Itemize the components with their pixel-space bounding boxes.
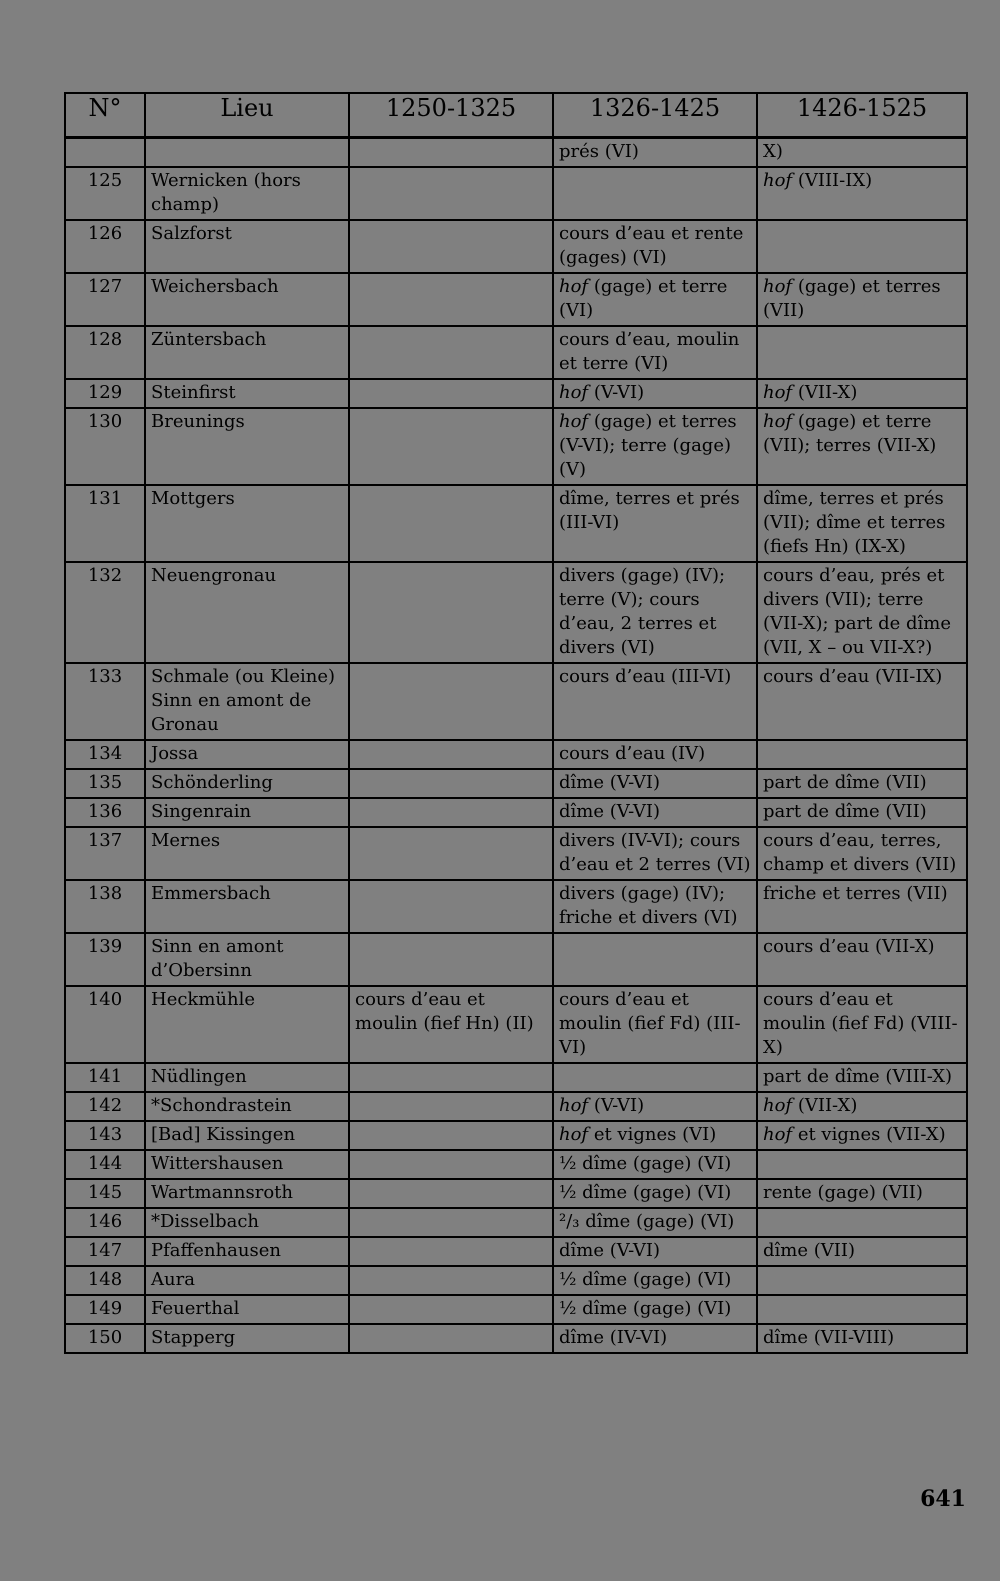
cell-1326-1425 (553, 1324, 757, 1353)
table-body (65, 138, 967, 1354)
cell-text: 141 (87, 1066, 123, 1087)
cell-1426-1525 (757, 220, 967, 273)
cell-1326-1425 (553, 1179, 757, 1208)
cell-1426-1525 (757, 1324, 967, 1353)
cell-text: 146 (87, 1211, 123, 1232)
table-row (65, 1208, 967, 1237)
cell-text: Feuerthal (151, 1298, 240, 1319)
cell-1426-1525 (757, 1092, 967, 1121)
cell-text: 128 (87, 329, 123, 350)
cell-1250-1325 (349, 167, 553, 220)
header-1426-1525: 1426-1525 (757, 93, 967, 138)
cell-1250-1325 (349, 1179, 553, 1208)
cell-1426-1525 (757, 138, 967, 168)
cell-1326-1425 (553, 1150, 757, 1179)
cell-number (65, 1092, 145, 1121)
cell-text: prés (VI) (559, 141, 639, 162)
cell-text: dîme, terres et prés (III-VI) (559, 488, 740, 533)
table-row (65, 827, 967, 880)
cell-1250-1325 (349, 986, 553, 1063)
cell-number (65, 663, 145, 740)
cell-text: *Schondrastein (151, 1095, 292, 1116)
cell-1326-1425 (553, 485, 757, 562)
cell-1250-1325 (349, 827, 553, 880)
cell-text: X) (763, 141, 783, 162)
cell-text: Wittershausen (151, 1153, 284, 1174)
cell-number (65, 167, 145, 220)
cell-lieu (145, 326, 349, 379)
cell-lieu (145, 485, 349, 562)
cell-text: 145 (87, 1182, 123, 1203)
cell-number (65, 1266, 145, 1295)
table-row (65, 1063, 967, 1092)
cell-text: ½ dîme (gage) (VI) (559, 1153, 732, 1174)
cell-text: Nüdlingen (151, 1066, 247, 1087)
cell-text: friche et terres (VII) (763, 883, 948, 904)
cell-text: (V-VI) (588, 382, 645, 403)
cell-text: dîme (VII) (763, 1240, 855, 1261)
table-row (65, 273, 967, 326)
table-header-row (65, 93, 967, 138)
italic-term: hof (559, 1095, 589, 1116)
cell-1326-1425 (553, 827, 757, 880)
cell-text: ½ dîme (gage) (VI) (559, 1269, 732, 1290)
cell-text: cours d’eau et moulin (fief Fd) (III-VI) (559, 989, 741, 1058)
header-lieu: Lieu (145, 93, 349, 138)
cell-text: 142 (87, 1095, 123, 1116)
cell-1326-1425 (553, 408, 757, 485)
cell-1250-1325 (349, 326, 553, 379)
cell-lieu (145, 798, 349, 827)
cell-1326-1425 (553, 798, 757, 827)
cell-1250-1325 (349, 798, 553, 827)
cell-lieu (145, 1150, 349, 1179)
cell-text: cours d’eau, prés et divers (VII); terre (VII-X); part de dîme (VII, X – ou VII-X?) (763, 565, 952, 658)
table-row (65, 798, 967, 827)
cell-text: et vignes (VII-X) (792, 1124, 946, 1145)
cell-1250-1325 (349, 1295, 553, 1324)
cell-text: (VIII-IX) (792, 170, 873, 191)
table-row (65, 1121, 967, 1150)
table-row (65, 167, 967, 220)
cell-text: (VII-X) (792, 1095, 858, 1116)
cell-1426-1525 (757, 1266, 967, 1295)
cell-1326-1425 (553, 326, 757, 379)
cell-text: 133 (87, 666, 123, 687)
cell-1326-1425 (553, 220, 757, 273)
cell-text: 132 (87, 565, 123, 586)
cell-1250-1325 (349, 1063, 553, 1092)
cell-lieu (145, 1208, 349, 1237)
cell-text: 150 (87, 1327, 123, 1348)
cell-text: cours d’eau et rente (gages) (VI) (559, 223, 744, 268)
cell-text: 143 (87, 1124, 123, 1145)
cell-1250-1325 (349, 663, 553, 740)
cell-text: cours d’eau, terres, champ et divers (VII) (763, 830, 957, 875)
data-table (64, 92, 968, 1354)
cell-1326-1425 (553, 1237, 757, 1266)
cell-text: ²/₃ dîme (gage) (VI) (559, 1211, 735, 1232)
cell-1250-1325 (349, 1121, 553, 1150)
cell-1250-1325 (349, 562, 553, 663)
cell-text: 129 (87, 382, 123, 403)
cell-lieu (145, 1179, 349, 1208)
cell-lieu (145, 827, 349, 880)
cell-text: Stapperg (151, 1327, 236, 1348)
cell-1250-1325 (349, 220, 553, 273)
cell-text: cours d’eau (IV) (559, 743, 706, 764)
cell-lieu (145, 986, 349, 1063)
cell-1326-1425 (553, 1121, 757, 1150)
cell-1426-1525 (757, 769, 967, 798)
italic-term: hof (559, 411, 589, 432)
table-row (65, 138, 967, 168)
cell-number (65, 326, 145, 379)
cell-text: 137 (87, 830, 123, 851)
table-row (65, 1295, 967, 1324)
cell-1326-1425 (553, 1266, 757, 1295)
cell-1426-1525 (757, 880, 967, 933)
cell-text: (gage) et terre (VII); terres (VII-X) (763, 411, 937, 456)
cell-number (65, 798, 145, 827)
cell-text: cours d’eau et moulin (fief Hn) (II) (355, 989, 534, 1034)
cell-1426-1525 (757, 663, 967, 740)
cell-1250-1325 (349, 138, 553, 168)
cell-text: ½ dîme (gage) (VI) (559, 1182, 732, 1203)
cell-text: 147 (87, 1240, 123, 1261)
cell-number (65, 827, 145, 880)
cell-1326-1425 (553, 1063, 757, 1092)
cell-text: *Disselbach (151, 1211, 259, 1232)
cell-lieu (145, 1266, 349, 1295)
cell-number (65, 562, 145, 663)
table-row (65, 326, 967, 379)
cell-text: Emmersbach (151, 883, 271, 904)
cell-1426-1525 (757, 986, 967, 1063)
cell-1426-1525 (757, 326, 967, 379)
cell-1250-1325 (349, 933, 553, 986)
cell-1326-1425 (553, 167, 757, 220)
cell-text: dîme (V-VI) (559, 1240, 660, 1261)
italic-term: hof (559, 382, 589, 403)
table-row (65, 1150, 967, 1179)
cell-text: part de dîme (VIII-X) (763, 1066, 953, 1087)
table-row (65, 220, 967, 273)
cell-text: Wartmannsroth (151, 1182, 293, 1203)
cell-text: Züntersbach (151, 329, 267, 350)
cell-number (65, 986, 145, 1063)
cell-text: 131 (87, 488, 123, 509)
cell-number (65, 1324, 145, 1353)
cell-lieu (145, 880, 349, 933)
cell-text: 144 (87, 1153, 123, 1174)
cell-1250-1325 (349, 485, 553, 562)
cell-1326-1425 (553, 1208, 757, 1237)
cell-text: 148 (87, 1269, 123, 1290)
page-number: 641 (920, 1486, 966, 1512)
cell-lieu (145, 663, 349, 740)
cell-1326-1425 (553, 562, 757, 663)
italic-term: hof (763, 170, 793, 191)
header-1326-1425: 1326-1425 (553, 93, 757, 138)
cell-1426-1525 (757, 933, 967, 986)
cell-text: 149 (87, 1298, 123, 1319)
cell-lieu (145, 138, 349, 168)
cell-text: dîme, terres et prés (VII); dîme et terres (fiefs Hn) (IX-X) (763, 488, 946, 557)
cell-1326-1425 (553, 1092, 757, 1121)
cell-number (65, 740, 145, 769)
cell-text: Mernes (151, 830, 221, 851)
cell-1326-1425 (553, 933, 757, 986)
table-row (65, 562, 967, 663)
table-row (65, 1266, 967, 1295)
table-row (65, 933, 967, 986)
table-row (65, 740, 967, 769)
table-row (65, 1092, 967, 1121)
cell-1326-1425 (553, 663, 757, 740)
italic-term: hof (763, 411, 793, 432)
cell-1426-1525 (757, 1295, 967, 1324)
italic-term: hof (559, 276, 589, 297)
cell-number (65, 1179, 145, 1208)
table-row (65, 880, 967, 933)
cell-lieu (145, 769, 349, 798)
table-row (65, 379, 967, 408)
cell-text: 139 (87, 936, 123, 957)
cell-lieu (145, 562, 349, 663)
cell-text: 127 (87, 276, 123, 297)
cell-text: et vignes (VI) (588, 1124, 717, 1145)
cell-text: Steinfirst (151, 382, 236, 403)
cell-text: part de dîme (VII) (763, 772, 927, 793)
cell-1250-1325 (349, 1150, 553, 1179)
cell-text: (V-VI) (588, 1095, 645, 1116)
cell-text: ½ dîme (gage) (VI) (559, 1298, 732, 1319)
cell-1326-1425 (553, 379, 757, 408)
cell-text: Wernicken (hors champ) (151, 170, 301, 215)
cell-text: dîme (V-VI) (559, 772, 660, 793)
cell-text: Breunings (151, 411, 245, 432)
cell-text: Neuengronau (151, 565, 277, 586)
cell-number (65, 220, 145, 273)
cell-text: Schönderling (151, 772, 273, 793)
cell-1250-1325 (349, 740, 553, 769)
cell-1326-1425 (553, 138, 757, 168)
cell-lieu (145, 740, 349, 769)
cell-number (65, 1295, 145, 1324)
cell-number (65, 408, 145, 485)
cell-text: Aura (151, 1269, 195, 1290)
cell-1250-1325 (349, 273, 553, 326)
cell-text: (gage) et terres (V-VI); terre (gage) (V) (559, 411, 737, 480)
cell-lieu (145, 408, 349, 485)
cell-number (65, 379, 145, 408)
cell-1250-1325 (349, 1092, 553, 1121)
cell-text: Singenrain (151, 801, 252, 822)
cell-number (65, 273, 145, 326)
cell-1326-1425 (553, 740, 757, 769)
table-row (65, 485, 967, 562)
cell-text: dîme (IV-VI) (559, 1327, 668, 1348)
cell-1426-1525 (757, 1063, 967, 1092)
cell-1326-1425 (553, 273, 757, 326)
cell-text: Schmale (ou Kleine) Sinn en amont de Gronau (151, 666, 335, 735)
cell-1426-1525 (757, 1208, 967, 1237)
table-row (65, 663, 967, 740)
cell-lieu (145, 379, 349, 408)
cell-1250-1325 (349, 1266, 553, 1295)
cell-lieu (145, 933, 349, 986)
italic-term: hof (763, 1124, 793, 1145)
cell-number (65, 1121, 145, 1150)
cell-1326-1425 (553, 769, 757, 798)
cell-text: (VII-X) (792, 382, 858, 403)
cell-1326-1425 (553, 880, 757, 933)
cell-lieu (145, 220, 349, 273)
cell-1426-1525 (757, 740, 967, 769)
table-row (65, 408, 967, 485)
cell-text: Salzforst (151, 223, 232, 244)
cell-text: 134 (87, 743, 123, 764)
cell-1426-1525 (757, 485, 967, 562)
table-row (65, 1324, 967, 1353)
cell-1250-1325 (349, 769, 553, 798)
cell-text: divers (IV-VI); cours d’eau et 2 terres (VI) (559, 830, 751, 875)
header-1250-1325: 1250-1325 (349, 93, 553, 138)
cell-1426-1525 (757, 408, 967, 485)
cell-text: Weichersbach (151, 276, 279, 297)
cell-text: Jossa (151, 743, 199, 764)
cell-lieu (145, 1121, 349, 1150)
cell-text: cours d’eau, moulin et terre (VI) (559, 329, 740, 374)
italic-term: hof (763, 276, 793, 297)
cell-number (65, 1208, 145, 1237)
cell-lieu (145, 1324, 349, 1353)
cell-text: 130 (87, 411, 123, 432)
cell-1250-1325 (349, 408, 553, 485)
cell-1426-1525 (757, 167, 967, 220)
cell-1326-1425 (553, 1295, 757, 1324)
cell-number (65, 485, 145, 562)
cell-lieu (145, 273, 349, 326)
cell-1426-1525 (757, 1179, 967, 1208)
table-row (65, 1179, 967, 1208)
cell-number (65, 769, 145, 798)
cell-1250-1325 (349, 379, 553, 408)
cell-1426-1525 (757, 273, 967, 326)
cell-text: rente (gage) (VII) (763, 1182, 923, 1203)
cell-lieu (145, 1063, 349, 1092)
cell-number (65, 1063, 145, 1092)
cell-1250-1325 (349, 880, 553, 933)
cell-1326-1425 (553, 986, 757, 1063)
cell-lieu (145, 167, 349, 220)
cell-text: 140 (87, 989, 123, 1010)
cell-text: dîme (VII-VIII) (763, 1327, 895, 1348)
italic-term: hof (763, 1095, 793, 1116)
cell-1426-1525 (757, 1150, 967, 1179)
cell-1426-1525 (757, 827, 967, 880)
cell-text: 125 (87, 170, 123, 191)
cell-text: part de dîme (VII) (763, 801, 927, 822)
table-row (65, 986, 967, 1063)
cell-text: (gage) et terres (VII) (763, 276, 941, 321)
cell-1250-1325 (349, 1237, 553, 1266)
table-row (65, 769, 967, 798)
header-number: N° (65, 93, 145, 138)
cell-text: Heckmühle (151, 989, 256, 1010)
cell-lieu (145, 1237, 349, 1266)
cell-number (65, 1150, 145, 1179)
cell-number (65, 880, 145, 933)
cell-text: dîme (V-VI) (559, 801, 660, 822)
cell-text: 135 (87, 772, 123, 793)
cell-lieu (145, 1295, 349, 1324)
cell-text: cours d’eau (VII-IX) (763, 666, 943, 687)
cell-1426-1525 (757, 1237, 967, 1266)
cell-text: divers (gage) (IV); terre (V); cours d’eau, 2 terres et divers (VI) (559, 565, 726, 658)
cell-1426-1525 (757, 1121, 967, 1150)
italic-term: hof (559, 1124, 589, 1145)
cell-text: divers (gage) (IV); friche et divers (VI) (559, 883, 738, 928)
cell-text: cours d’eau et moulin (fief Fd) (VIII-X) (763, 989, 958, 1058)
cell-1426-1525 (757, 798, 967, 827)
cell-text: (gage) et terre (VI) (559, 276, 728, 321)
cell-text: 138 (87, 883, 123, 904)
cell-text: Mottgers (151, 488, 235, 509)
cell-1250-1325 (349, 1208, 553, 1237)
cell-text: Pfaffenhausen (151, 1240, 281, 1261)
table-row (65, 1237, 967, 1266)
cell-lieu (145, 1092, 349, 1121)
cell-1426-1525 (757, 562, 967, 663)
cell-1250-1325 (349, 1324, 553, 1353)
cell-text: [Bad] Kissingen (151, 1124, 296, 1145)
cell-number (65, 138, 145, 168)
italic-term: hof (763, 382, 793, 403)
cell-1426-1525 (757, 379, 967, 408)
cell-text: Sinn en amont d’Obersinn (151, 936, 284, 981)
cell-text: cours d’eau (III-VI) (559, 666, 732, 687)
cell-text: 126 (87, 223, 123, 244)
cell-number (65, 933, 145, 986)
cell-text: cours d’eau (VII-X) (763, 936, 935, 957)
cell-number (65, 1237, 145, 1266)
cell-text: 136 (87, 801, 123, 822)
